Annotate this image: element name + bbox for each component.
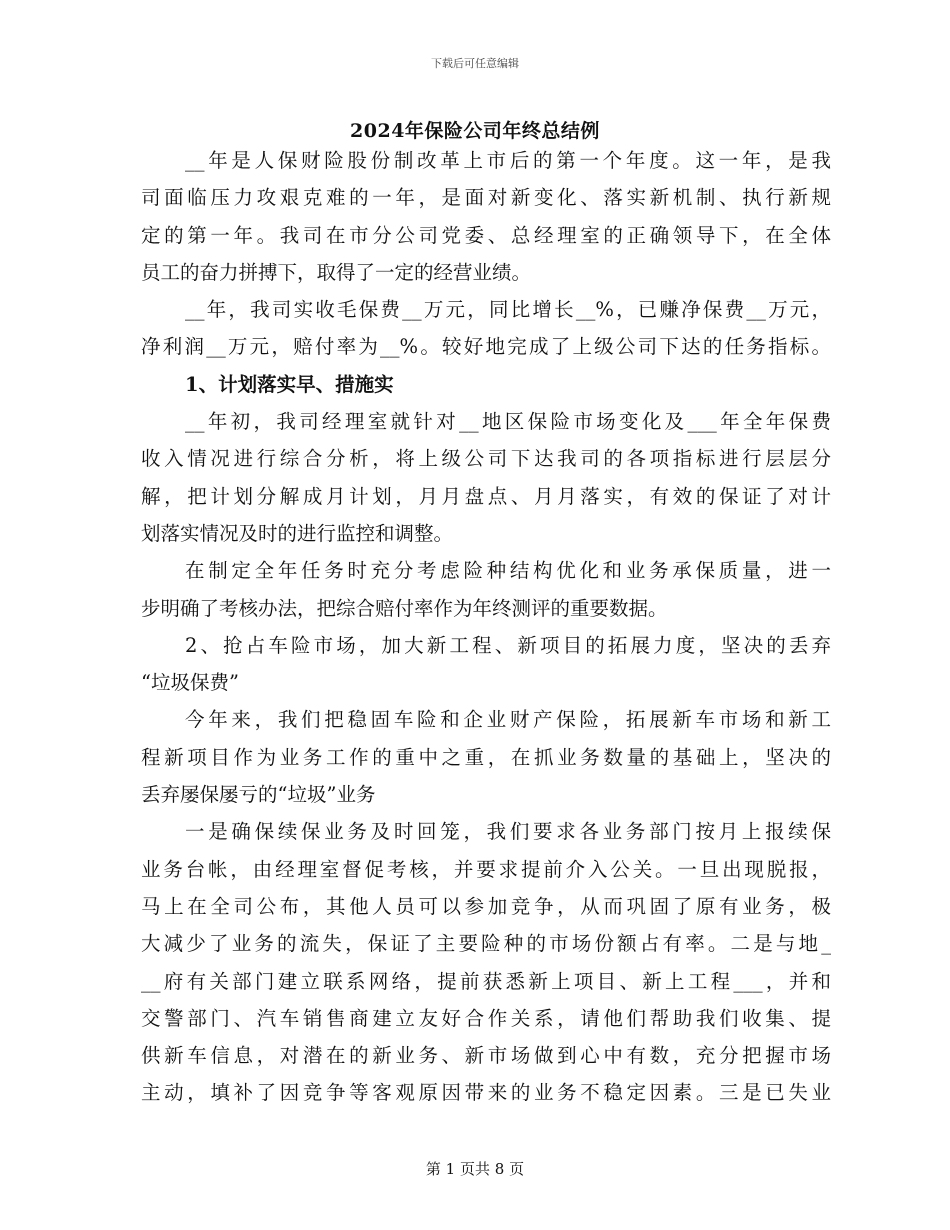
line-text: 业务台帐，由经理室督促考核，并要求提前介入公关。一旦出现脱报， [141,857,831,881]
line-text: 交警部门、汽车销售商建立友好合作关系，请他们帮助我们收集、提 [141,1006,831,1030]
paragraph-line [141,478,831,515]
paragraph-line [141,1037,831,1074]
line-text: 司面临压力攻艰克难的一年，是面对新变化、落实新机制、执行新规 [141,186,831,210]
line-text: 今年来，我们把稳固车险和企业财产保险，拓展新车市场和新工 [185,708,831,732]
paragraph-line [141,179,831,216]
line-text: 收入情况进行综合分析，将上级公司下达我司的各项指标进行层层分 [141,447,831,471]
line-text: 程新项目作为业务工作的重中之重，在抓业务数量的基础上，坚决的 [141,745,831,769]
paragraph-line [141,1000,831,1037]
line-text: 马上在全司公布，其他人员可以参加竞争，从而巩固了原有业务，极 [141,894,831,918]
paragraph-line [141,328,831,365]
line-text: __年初，我司经理室就针对__地区保险市场变化及___年全年保费 [185,410,831,434]
paragraph-line [141,515,831,552]
line-text: 2、抢占车险市场，加大新工程、新项目的拓展力度，坚决的丢弃 [185,633,831,657]
line-text: 供新车信息，对潜在的新业务、新市场做到心中有数，充分把握市场 [141,1044,831,1068]
paragraph-line [141,925,831,962]
document-title: 2024年保险公司年终总结例 [350,120,600,142]
paragraph-line [141,590,831,627]
paragraph-line [141,851,831,888]
paragraph-line [141,888,831,925]
line-text: 主动，填补了因竞争等客观原因带来的业务不稳定因素。三是已失业 [141,1081,831,1105]
line-text: __府有关部门建立联系网络，提前获悉新上项目、新上工程___，并和 [141,969,831,993]
page-footer: 第 1 页共 8 页 [425,1160,525,1178]
paragraph-line [141,217,831,254]
section-heading [141,366,831,403]
paragraph-line [141,254,831,291]
paragraph-line [141,440,831,477]
paragraph-line [141,776,831,813]
line-text: __年是人保财险股份制改革上市后的第一个年度。这一年，是我 [185,149,831,172]
paragraph-line [141,142,831,179]
line-text: 员工的奋力拼搏下，取得了一定的经营业绩。 [141,260,532,284]
line-text: __年，我司实收毛保费__万元，同比增长__%，已赚净保费__万元， [185,298,831,322]
paragraph-line [141,291,831,328]
paragraph-line [141,701,831,738]
paragraph-line [141,403,831,440]
line-text: 1、计划落实早、措施实 [185,372,394,396]
paragraph-line [141,739,831,776]
line-text: 步明确了考核办法，把综合赔付率作为年终测评的重要数据。 [141,596,668,620]
page-header: 下载后可任意编辑 [431,57,519,70]
line-text: 定的第一年。我司在市分公司党委、总经理室的正确领导下，在全体 [141,223,831,247]
line-text: 划落实情况及时的进行监控和调整。 [141,521,454,545]
line-text: 在制定全年任务时充分考虑险种结构优化和业务承保质量，进一 [185,559,831,583]
document-body [141,142,831,1112]
paragraph-line [141,664,831,701]
line-text: 净利润__万元，赔付率为__%。较好地完成了上级公司下达的任务指标。 [141,335,831,359]
paragraph-line [141,813,831,850]
line-text: 丢弃屡保屡亏的“垃圾”业务 [141,783,376,807]
line-text: 大减少了业务的流失，保证了主要险种的市场份额占有率。二是与地_ [141,932,831,956]
line-text: “垃圾保费” [141,671,239,695]
paragraph-line [141,1074,831,1111]
paragraph-line [141,552,831,589]
paragraph-line [141,963,831,1000]
paragraph-line [141,627,831,664]
line-text: 一是确保续保业务及时回笼，我们要求各业务部门按月上报续保 [185,820,831,844]
line-text: 解，把计划分解成月计划，月月盘点、月月落实，有效的保证了对计 [141,484,831,508]
